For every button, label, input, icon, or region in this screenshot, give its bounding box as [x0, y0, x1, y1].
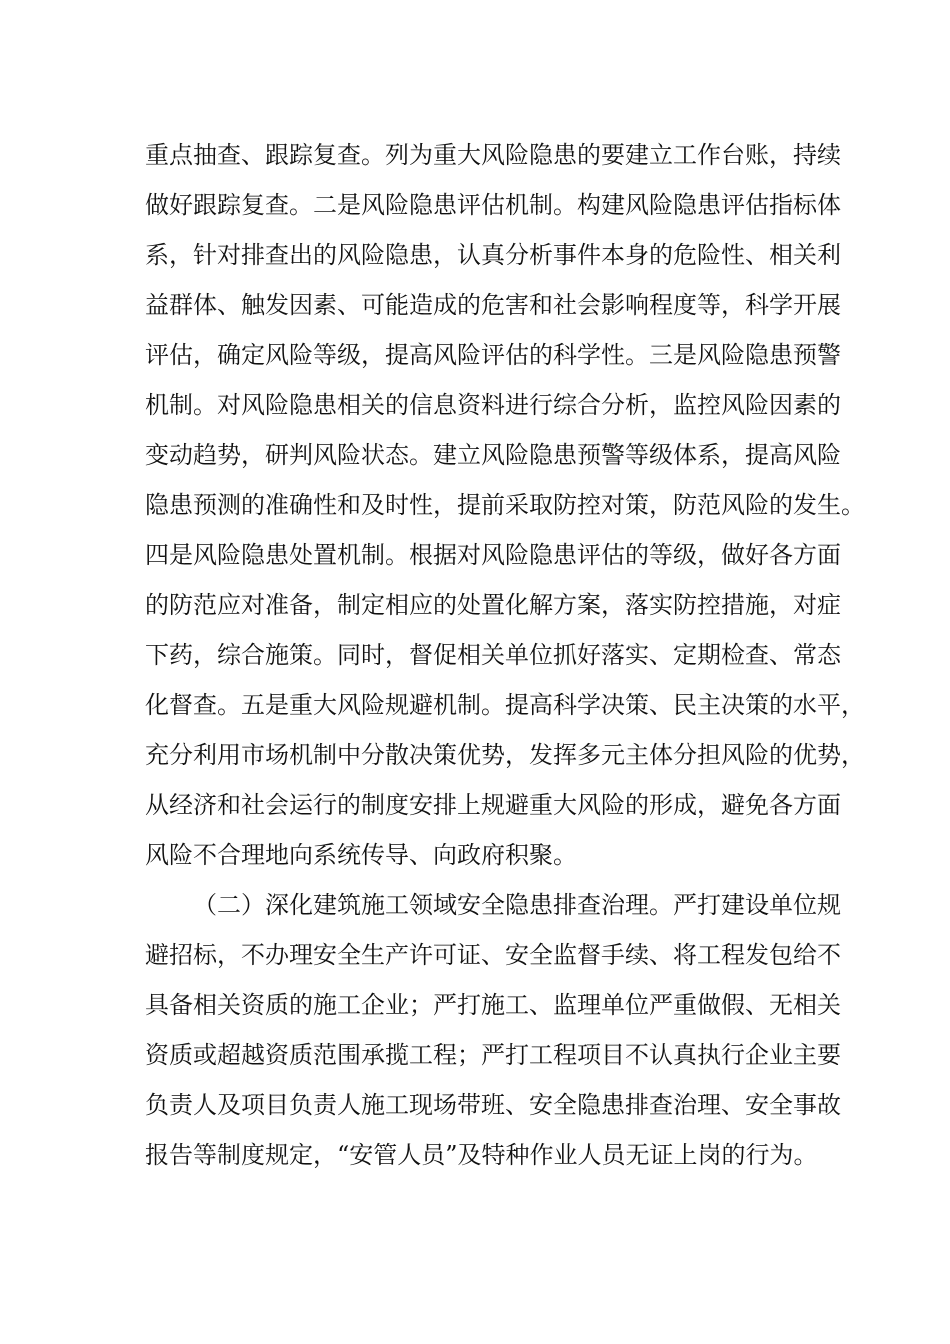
text-line: 从经济和社会运行的制度安排上规避重大风险的形成，避免各方面: [145, 791, 841, 819]
document-body: [145, 130, 865, 1180]
text-line: 化督查。五是重大风险规避机制。提高科学决策、民主决策的水平，: [145, 691, 865, 719]
text-line: 资质或超越资质范围承揽工程；严打工程项目不认真执行企业主要: [145, 1041, 841, 1069]
text-line: 机制。对风险隐患相关的信息资料进行综合分析，监控风险因素的: [145, 391, 841, 419]
text-line: 的防范应对准备，制定相应的处置化解方案，落实防控措施，对症: [145, 591, 841, 619]
text-line: 下药，综合施策。同时，督促相关单位抓好落实、定期检查、常态: [145, 641, 841, 669]
text-line: 评估，确定风险等级，提高风险评估的科学性。三是风险隐患预警: [145, 341, 841, 369]
text-line: 负责人及项目负责人施工现场带班、安全隐患排查治理、安全事故: [145, 1091, 841, 1119]
text-line: 四是风险隐患处置机制。根据对风险隐患评估的等级，做好各方面: [145, 541, 841, 569]
text-line: 避招标，不办理安全生产许可证、安全监督手续、将工程发包给不: [145, 941, 841, 969]
text-line: 具备相关资质的施工企业；严打施工、监理单位严重做假、无相关: [145, 991, 841, 1019]
text-line: 报告等制度规定，“安管人员”及特种作业人员无证上岗的行为。: [145, 1141, 818, 1169]
text-line: 隐患预测的准确性和及时性，提前采取防控对策，防范风险的发生。: [145, 491, 865, 519]
text-line: 风险不合理地向系统传导、向政府积聚。: [145, 841, 577, 869]
text-line: 做好跟踪复查。二是风险隐患评估机制。构建风险隐患评估指标体: [145, 191, 841, 219]
text-line: 充分利用市场机制中分散决策优势，发挥多元主体分担风险的优势，: [145, 741, 865, 769]
text-line: 变动趋势，研判风险状态。建立风险隐患预警等级体系，提高风险: [145, 441, 841, 469]
text-line: 益群体、触发因素、可能造成的危害和社会影响程度等，科学开展: [145, 291, 841, 319]
text-line: 系，针对排查出的风险隐患，认真分析事件本身的危险性、相关利: [145, 241, 841, 269]
section-heading-line: （二）深化建筑施工领域安全隐患排查治理。严打建设单位规: [193, 891, 841, 919]
text-line: 重点抽查、跟踪复查。列为重大风险隐患的要建立工作台账，持续: [145, 141, 841, 169]
